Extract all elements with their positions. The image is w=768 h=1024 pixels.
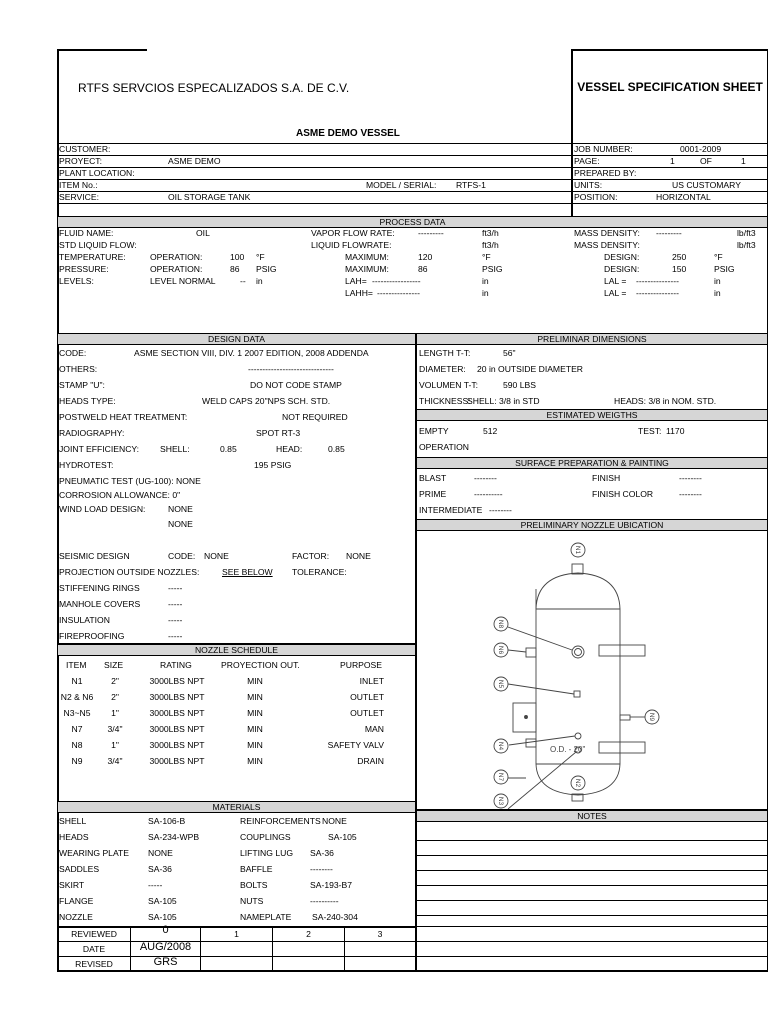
material-cell: SA-193-B7: [310, 880, 353, 890]
tag-n8: N8: [497, 619, 504, 629]
units-label: UNITS:: [574, 180, 603, 190]
nozzle-cell: 1": [111, 708, 119, 718]
nozzle-cell: 3/4": [107, 756, 123, 766]
material-cell: SADDLES: [59, 864, 100, 874]
material-cell: HEADS: [59, 832, 89, 842]
nozzle-cell: N8: [71, 740, 83, 750]
material-cell: WEARING PLATE: [59, 848, 130, 858]
material-cell: NONE: [322, 816, 347, 826]
prelim-dimensions-header: PRELIMINAR DIMENSIONS: [416, 333, 768, 345]
material-cell: SA-105: [148, 896, 177, 906]
frame-top-right: [571, 49, 768, 51]
nozzle-cell: 1": [111, 740, 119, 750]
fluid-label: FLUID NAME:: [59, 228, 114, 238]
surface-prep-header: SURFACE PREPARATION & PAINTING: [416, 457, 768, 469]
prepared-label: PREPARED BY:: [574, 168, 637, 178]
item-label: ITEM No.:: [59, 180, 98, 190]
nozzle-cell: N9: [71, 756, 83, 766]
material-cell: SA-36: [310, 848, 334, 858]
material-cell: NAMEPLATE: [240, 912, 292, 922]
nozzle-cell: MIN: [247, 740, 263, 750]
material-cell: NUTS: [240, 896, 264, 906]
material-cell: -----: [148, 880, 163, 890]
service-value: OIL STORAGE TANK: [168, 192, 251, 202]
nozzle-cell: 3000LBS NPT: [149, 708, 205, 718]
model-value: RTFS-1: [456, 180, 486, 190]
proyect-label: PROYECT:: [59, 156, 102, 166]
tag-n1: N1: [574, 545, 581, 555]
material-cell: NOZZLE: [59, 912, 93, 922]
nozzle-n1: [572, 564, 583, 574]
page-value: 1: [670, 156, 675, 166]
sheet-title: VESSEL SPECIFICATION SHEET: [577, 80, 763, 94]
material-cell: --------: [310, 864, 333, 874]
nozzle-n4: [575, 733, 581, 739]
pipe-upper-right: [599, 645, 645, 656]
service-label: SERVICE:: [59, 192, 99, 202]
process-data-header: PROCESS DATA: [57, 216, 768, 228]
nozzle-cell: MIN: [247, 692, 263, 702]
rule-header: [57, 143, 768, 144]
material-cell: NONE: [148, 848, 173, 858]
nozzle-cell: MIN: [247, 756, 263, 766]
nozzle-n5: [574, 691, 580, 697]
nozzle-cell: MAN: [364, 724, 384, 734]
title-box-left: [571, 49, 573, 227]
company-name: RTFS SERVCIOS ESPECALIZADOS S.A. DE C.V.: [78, 81, 350, 95]
job-label: JOB NUMBER:: [574, 144, 633, 154]
material-cell: LIFTING LUG: [240, 848, 294, 858]
pages-value: 1: [741, 156, 746, 166]
position-value: HORIZONTAL: [656, 192, 711, 202]
material-cell: REINFORCEMENTS: [240, 816, 321, 826]
job-value: 0001-2009: [680, 144, 722, 154]
nozzle-ubication-header: PRELIMINARY NOZZLE UBICATION: [416, 519, 768, 531]
position-label: POSITION:: [574, 192, 618, 202]
nozzle-cell: 3000LBS NPT: [149, 676, 205, 686]
nozzle-cell: 3000LBS NPT: [149, 740, 205, 750]
nozzle-cell: N7: [71, 724, 83, 734]
tag-n7: N7: [497, 772, 504, 782]
project-title: ASME DEMO VESSEL: [296, 128, 400, 139]
proyect-value: ASME DEMO: [168, 156, 221, 166]
nozzle-cell: MIN: [247, 676, 263, 686]
nozzle-cell: N2 & N6: [60, 692, 94, 702]
vessel-top-head: [536, 573, 620, 609]
page-label: PAGE:: [574, 156, 600, 166]
material-cell: SA-36: [148, 864, 172, 874]
material-cell: SA-105: [148, 912, 177, 922]
tag-n2: N2: [574, 778, 581, 788]
see-below-link[interactable]: SEE BELOW: [222, 567, 273, 577]
nozzle-cell: N1: [71, 676, 83, 686]
nozzle-n6: [526, 648, 536, 657]
estimated-weights-header: ESTIMATED WEIGTHS: [416, 409, 768, 421]
nozzle-cell: 3000LBS NPT: [149, 724, 205, 734]
tag-n5: N5: [497, 679, 504, 689]
tag-n9: N9: [648, 712, 655, 722]
pipe-lower-right: [599, 742, 645, 753]
nozzle-n8: [572, 646, 584, 658]
nozzle-cell: MIN: [247, 724, 263, 734]
material-cell: BOLTS: [240, 880, 268, 890]
notes-header: NOTES: [416, 810, 768, 822]
material-cell: SA-105: [328, 832, 357, 842]
nozzle-cell: 3000LBS NPT: [149, 692, 205, 702]
customer-label: CUSTOMER:: [59, 144, 111, 154]
nozzle-cell: 2": [111, 676, 119, 686]
od-label: O.D. - 20": [550, 745, 586, 754]
nozzle-cell: OUTLET: [350, 708, 384, 718]
vapor-label: VAPOR FLOW RATE:: [311, 228, 395, 238]
material-cell: SA-106-B: [148, 816, 186, 826]
nozzle-cell: N3~N5: [63, 708, 91, 718]
model-label: MODEL / SERIAL:: [366, 180, 437, 190]
design-data-header: DESIGN DATA: [57, 333, 416, 345]
units-value: US CUSTOMARY: [672, 180, 741, 190]
material-cell: COUPLINGS: [240, 832, 291, 842]
tag-n4: N4: [497, 741, 504, 751]
tag-n6: N6: [497, 645, 504, 655]
material-cell: SA-234-WPB: [148, 832, 200, 842]
tag-n3: N3: [497, 796, 504, 806]
nozzle-cell: MIN: [247, 708, 263, 718]
vessel-drawing: [416, 531, 768, 809]
nozzle-schedule-header: NOZZLE SCHEDULE: [57, 644, 416, 656]
frame-top-stub: [57, 49, 147, 51]
material-cell: FLANGE: [59, 896, 94, 906]
materials-header: MATERIALS: [57, 801, 416, 813]
nozzle-cell: 3/4": [107, 724, 123, 734]
material-cell: SKIRT: [59, 880, 85, 890]
of-label: OF: [700, 156, 712, 166]
material-cell: ----------: [310, 896, 339, 906]
nozzle-n7: [526, 739, 536, 747]
nozzle-cell: INLET: [359, 676, 384, 686]
nozzle-cell: 2": [111, 692, 119, 702]
material-cell: SA-240-304: [312, 912, 358, 922]
nozzle-cell: 3000LBS NPT: [149, 756, 205, 766]
material-cell: BAFFLE: [240, 864, 273, 874]
nozzle-cell: OUTLET: [350, 692, 384, 702]
nozzle-cell: DRAIN: [357, 756, 384, 766]
plant-label: PLANT LOCATION:: [59, 168, 135, 178]
nozzle-cell: SAFETY VALV: [327, 740, 384, 750]
material-cell: SHELL: [59, 816, 87, 826]
fluid-value: OIL: [196, 228, 210, 238]
